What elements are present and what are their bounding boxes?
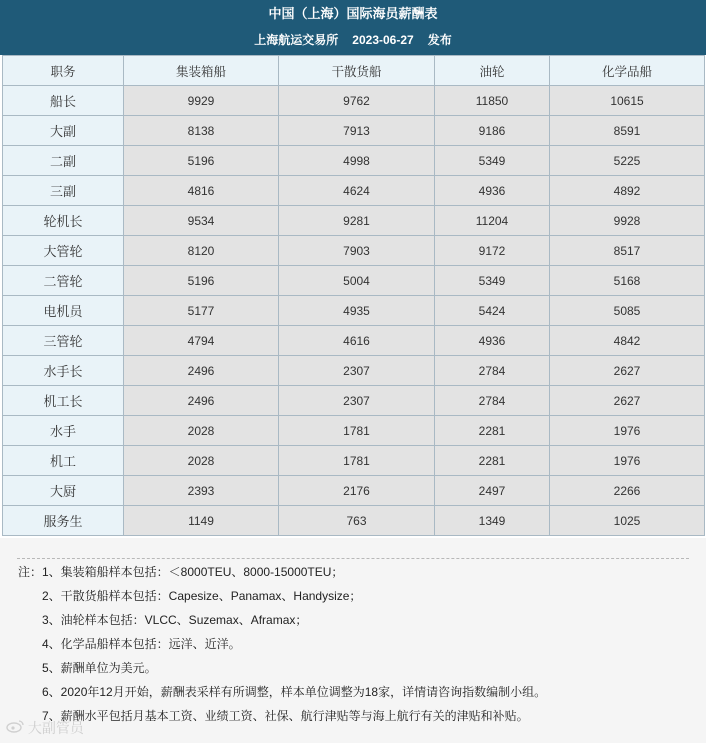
rank-cell: 水手长 [3, 356, 124, 386]
rank-cell: 轮机长 [3, 206, 124, 236]
rank-cell: 服务生 [3, 506, 124, 536]
rank-cell: 三副 [3, 176, 124, 206]
watermark [6, 718, 84, 738]
salary-cell: 2496 [124, 386, 279, 416]
salary-cell: 5225 [550, 146, 705, 176]
salary-cell: 9762 [279, 86, 435, 116]
salary-cell: 4892 [550, 176, 705, 206]
rank-cell: 三管轮 [3, 326, 124, 356]
salary-cell: 2497 [435, 476, 550, 506]
salary-cell: 5196 [124, 266, 279, 296]
note-line: 7、薪酬水平包括月基本工资、业绩工资、社保、航行津贴等与海上航行有关的津贴和补贴。 [42, 709, 529, 723]
column-header-container-ship: 集装箱船 [124, 56, 279, 86]
salary-cell: 5177 [124, 296, 279, 326]
table-row [3, 296, 705, 326]
salary-cell: 5424 [435, 296, 550, 326]
note-line: 5、薪酬单位为美元。 [42, 661, 157, 675]
rank-cell: 机工 [3, 446, 124, 476]
salary-cell: 2266 [550, 476, 705, 506]
salary-cell: 2627 [550, 386, 705, 416]
salary-table [2, 55, 705, 536]
salary-cell: 2784 [435, 356, 550, 386]
publisher-line [0, 31, 706, 49]
rank-cell: 大管轮 [3, 236, 124, 266]
rank-cell: 机工长 [3, 386, 124, 416]
table-row [3, 176, 705, 206]
table-row [3, 266, 705, 296]
column-header-tanker: 油轮 [435, 56, 550, 86]
salary-cell: 2393 [124, 476, 279, 506]
salary-cell: 2496 [124, 356, 279, 386]
salary-cell: 4998 [279, 146, 435, 176]
note-line: 3、油轮样本包括：VLCC、Suzemax、Aframax； [42, 613, 308, 627]
salary-cell: 9928 [550, 206, 705, 236]
table-row [3, 416, 705, 446]
salary-cell: 9534 [124, 206, 279, 236]
publish-action: 发布 [427, 33, 452, 47]
salary-cell: 11204 [435, 206, 550, 236]
column-header-chemical-tanker: 化学品船 [550, 56, 705, 86]
table-row [3, 476, 705, 506]
salary-cell: 10615 [550, 86, 705, 116]
salary-cell: 4816 [124, 176, 279, 206]
salary-cell: 4616 [279, 326, 435, 356]
salary-cell: 7903 [279, 236, 435, 266]
rank-cell: 大副 [3, 116, 124, 146]
salary-cell: 5085 [550, 296, 705, 326]
salary-cell: 7913 [279, 116, 435, 146]
salary-cell: 2028 [124, 446, 279, 476]
salary-cell: 2627 [550, 356, 705, 386]
salary-cell: 8138 [124, 116, 279, 146]
notes-divider [17, 558, 689, 559]
salary-cell: 9929 [124, 86, 279, 116]
salary-cell: 9281 [279, 206, 435, 236]
salary-cell: 11850 [435, 86, 550, 116]
rank-cell: 二管轮 [3, 266, 124, 296]
salary-cell: 9172 [435, 236, 550, 266]
salary-cell: 8517 [550, 236, 705, 266]
weibo-logo-icon [6, 719, 24, 733]
note-line: 2、干散货船样本包括：Capesize、Panamax、Handysize； [42, 589, 362, 603]
note-line: 注：1、集装箱船样本包括：＜8000TEU、8000-15000TEU； [18, 565, 344, 579]
salary-cell: 4936 [435, 326, 550, 356]
salary-cell: 2028 [124, 416, 279, 446]
salary-cell: 4936 [435, 176, 550, 206]
table-row [3, 236, 705, 266]
salary-cell: 1349 [435, 506, 550, 536]
salary-cell: 1025 [550, 506, 705, 536]
table-row [3, 206, 705, 236]
watermark-text: 大副管员 [27, 720, 84, 736]
publisher-name: 上海航运交易所 [254, 33, 339, 47]
rank-cell: 水手 [3, 416, 124, 446]
rank-cell: 电机员 [3, 296, 124, 326]
salary-cell: 1976 [550, 416, 705, 446]
table-row [3, 356, 705, 386]
salary-cell: 4624 [279, 176, 435, 206]
notes-section [0, 538, 706, 743]
salary-cell: 1149 [124, 506, 279, 536]
table-row [3, 506, 705, 536]
rank-cell: 大厨 [3, 476, 124, 506]
salary-cell: 1976 [550, 446, 705, 476]
salary-cell: 2281 [435, 416, 550, 446]
table-row [3, 446, 705, 476]
salary-cell: 5168 [550, 266, 705, 296]
salary-cell: 2281 [435, 446, 550, 476]
salary-cell: 2307 [279, 386, 435, 416]
table-row [3, 146, 705, 176]
note-line: 6、2020年12月开始，薪酬表采样有所调整，样本单位调整为18家，详情请咨询指数编制小组。 [42, 685, 547, 699]
salary-cell: 5349 [435, 146, 550, 176]
salary-cell: 5004 [279, 266, 435, 296]
column-header-rank: 职务 [3, 56, 124, 86]
publish-date: 2023-06-27 [352, 33, 414, 47]
salary-cell: 2307 [279, 356, 435, 386]
salary-cell: 2784 [435, 386, 550, 416]
salary-cell: 1781 [279, 446, 435, 476]
table-body [3, 86, 705, 536]
salary-cell: 4794 [124, 326, 279, 356]
salary-cell: 2176 [279, 476, 435, 506]
salary-cell: 8120 [124, 236, 279, 266]
table-row [3, 386, 705, 416]
salary-cell: 1781 [279, 416, 435, 446]
salary-cell: 8591 [550, 116, 705, 146]
salary-cell: 4842 [550, 326, 705, 356]
table-header-row [3, 56, 705, 86]
table-row [3, 326, 705, 356]
salary-cell: 4935 [279, 296, 435, 326]
column-header-bulk-carrier: 干散货船 [279, 56, 435, 86]
note-line: 4、化学品船样本包括：远洋、近洋。 [42, 637, 241, 651]
salary-cell: 763 [279, 506, 435, 536]
rank-cell: 船长 [3, 86, 124, 116]
table-row [3, 86, 705, 116]
salary-cell: 9186 [435, 116, 550, 146]
table-row [3, 116, 705, 146]
salary-cell: 5349 [435, 266, 550, 296]
table-title: 中国（上海）国际海员薪酬表 [268, 6, 438, 21]
salary-cell: 5196 [124, 146, 279, 176]
rank-cell: 二副 [3, 146, 124, 176]
table-header-banner [0, 0, 706, 55]
